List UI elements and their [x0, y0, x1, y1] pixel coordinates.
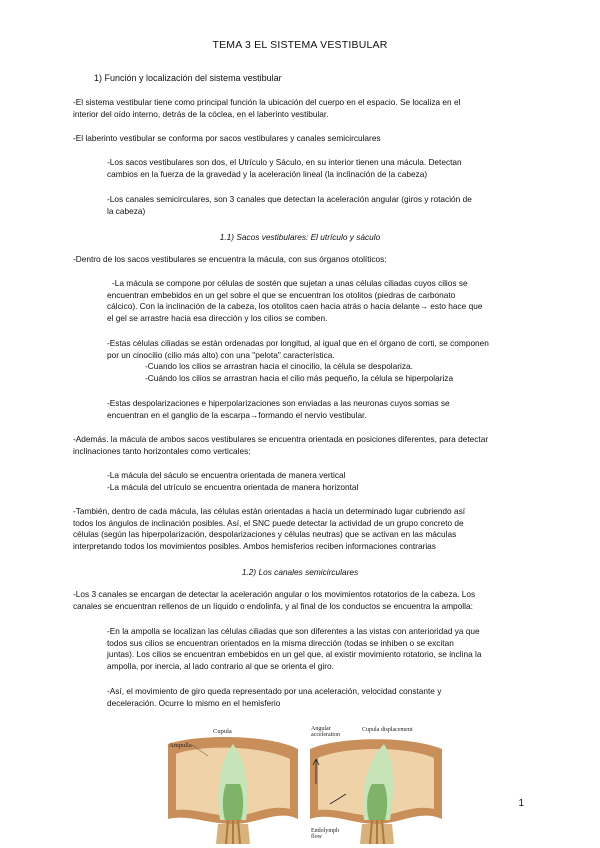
angular-label: Angular: [311, 726, 331, 732]
paragraph-3: -Los sacos vestibulares son dos, el Utrículo y Sáculo, en su interior tienen una mácula. Detectan cambios en la fuerza de la gravedad y la aceleración lineal (la inclinación de la cabeza): [107, 157, 462, 179]
paragraph-14: -Así, el movimiento de giro queda representado por una aceleración, velocidad constante y deceleración. Ocurre lo mismo en el hemisferio: [107, 686, 442, 708]
page-number: 1: [518, 798, 524, 809]
paragraph-12: -Los 3 canales se encargan de detectar la aceleración angular o los movimientos rotatorios de la cabeza. Los canales se encuentran rellenos de un líquido o endolinfa, y al final de los conductos se encuentra la ampolla:: [73, 589, 476, 611]
flow-label: flow: [311, 834, 322, 840]
paragraph-9: -Además. la mácula de ambos sacos vestibulares se encuentra orientada en posiciones diferentes, para detectar inclinaciones tanto horizontales como verticales:: [73, 434, 489, 456]
acceleration-label: acceleration: [311, 732, 340, 738]
paragraph-5: -Dentro de los sacos vestibulares se encuentra la mácula, con sus órganos otolíticos:: [73, 254, 387, 264]
subheading-1-1: 1.1) Sacos vestibulares: El utrículo y sáculo: [219, 232, 381, 242]
cupula-displacement-label: Cupula displacement: [362, 727, 413, 733]
paragraph-1: -El sistema vestibular tiene como principal función la ubicación del cuerpo en el espacio. Se localiza en el interior del oído interno, detrás de la cóclea, en el laberinto vestibular.: [73, 97, 461, 119]
ampulla-label: Ampulla: [169, 742, 192, 749]
page-title: TEMA 3 EL SISTEMA VESTIBULAR: [212, 39, 388, 51]
paragraph-7: -Estas células ciliadas se están ordenadas por longitud, al igual que en el órgano de corti, se componen por un cinocilio (cilio más alto) con una "pelota" característica. -Cuando los cilios se arrastran hacia el cinocilio, la célula se despolariza. -Cuándo los cilios se arrastran hacia el cilio más pequeño, la célula se hiperpolariza: [107, 338, 489, 383]
paragraph-4: -Los canales semicirculares, son 3 canales que detectan la aceleración angular (giros y rotación de la cabeza): [107, 194, 472, 216]
paragraph-10: -La mácula del sáculo se encuentra orientada de manera vertical -La mácula del utrículo se encuentra orientada de manera horizontal: [107, 470, 359, 492]
paragraph-11: -También, dentro de cada mácula, las células están orientadas a hacia un determinado lugar cubriendo así todos los ángulos de inclinación posibles. Así, el SNC puede detectar la actividad de un grupo concreto de células (según las hiperpolarización, despolarizaciones y células neutras) que se activan en las máculas interpretando todos los movimientos posibles. Ambos hemisferios reciben informaciones contrarias: [73, 506, 466, 551]
ampulla-figure-rest: [168, 724, 298, 844]
paragraph-6: -La mácula se compone por células de sostén que sujetan a unas células ciliadas cuyos cilios se encuentran embebidos en un gel sobre el que se encuentran los otolitos (piedras de carbonato cálcico). Con la inclinación de la cabeza, los otolitos caen hacia atrás o hacia delante→ esto hace que el gel se arrastre hacia esa dirección y los cilios se comben.: [107, 278, 483, 323]
ampulla-figure-rotation: [310, 724, 442, 844]
cupula-label: Cupula: [213, 728, 232, 735]
subheading-1-2: 1.2) Los canales semicirculares: [241, 567, 359, 577]
paragraph-13: -En la ampolla se localizan las células ciliadas que son diferentes a las vistas con anterioridad ya que todos sus cilios se encuentran orientados en la misma dirección (todas se inhiben o se excitan juntas). Los cilios se encuentran embebidos en un gel que, al existir movimiento rotatorio, se inclina la ampolla, por inercia, al lado contrario al que se orienta el giro.: [107, 626, 482, 671]
endolymph-label: Endolymph: [311, 828, 339, 834]
paragraph-8: -Estas despolarizaciones e hiperpolarizaciones son enviadas a las neuronas cuyos somas se encuentran en el ganglio de la escarpa→formando el nervio vestibular.: [107, 398, 450, 420]
paragraph-2: -El laberinto vestibular se conforma por sacos vestibulares y canales semicirculares: [73, 133, 381, 143]
section-heading-1: 1) Función y localización del sistema vestibular: [94, 73, 282, 83]
